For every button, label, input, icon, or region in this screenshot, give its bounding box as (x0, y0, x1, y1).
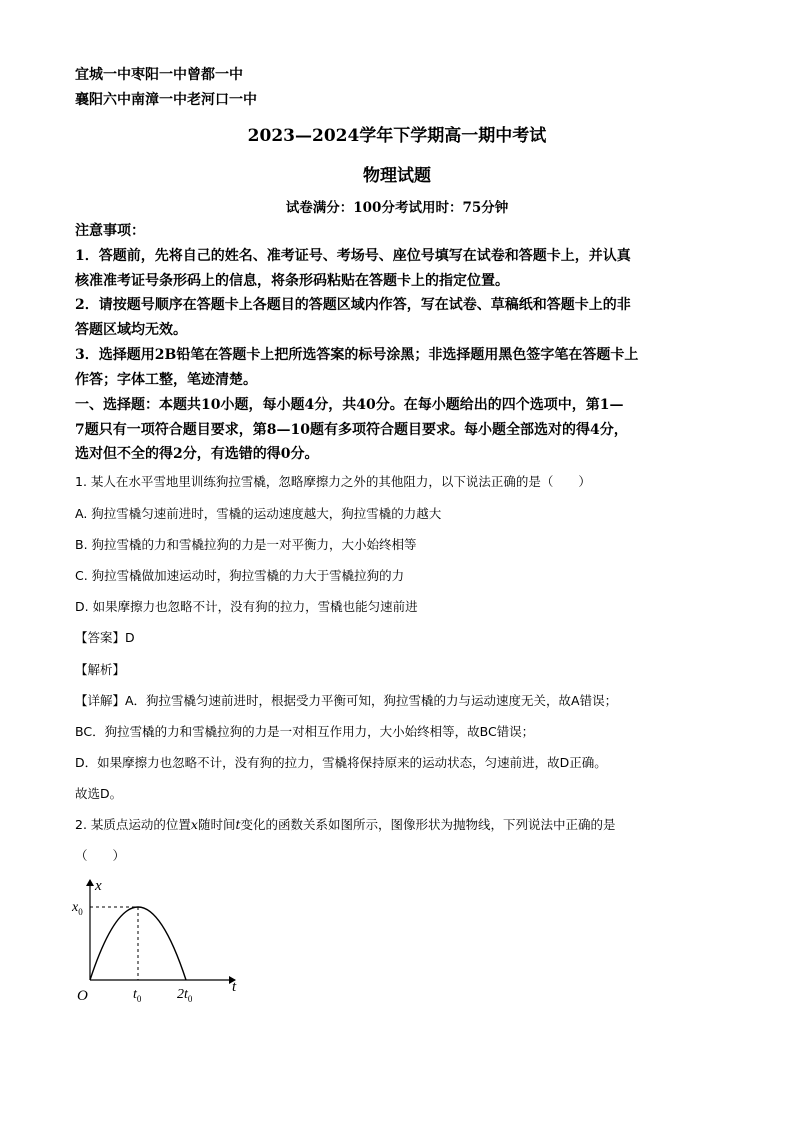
question-2-blank: （ ） (75, 848, 126, 863)
notice-line: 作答；字体工整，笔迹清楚。 (75, 372, 257, 388)
x0-label (71, 900, 83, 917)
t0-label (133, 987, 142, 1004)
question-1-detail: 【详解】A．狗拉雪橇匀速前进时，根据受力平衡可知，狗拉雪橇的力与运动速度无关，故A错误； (75, 693, 618, 708)
section-instructions: 选对但不全的得2分，有选错的得0分。 (75, 446, 319, 462)
subject-title: 物理试题 (363, 166, 431, 186)
notice-line: 2．请按题号顺序在答题卡上各题目的答题区域内作答，写在试卷、草稿纸和答题卡上的非 (75, 297, 631, 313)
school-line-1: 宜城一中枣阳一中曾都一中 (75, 67, 243, 83)
notice-heading: 注意事项： (75, 223, 145, 239)
section-instructions: 7题只有一项符合题目要求，第8—10题有多项符合题目要求。每小题全部选对的得4分， (75, 422, 628, 438)
notice-line: 答题区域均无效。 (75, 322, 187, 338)
section-instructions: 一、选择题：本题共10小题，每小题4分，共40分。在每小题给出的四个选项中，第1— (75, 397, 624, 413)
x-axis-label: t (232, 979, 237, 995)
position-time-graph (70, 870, 250, 1010)
variable-t: t (235, 817, 241, 832)
question-2-stem-part: 随时间 (197, 817, 236, 832)
school-line-2: 襄阳六中南漳一中老河口一中 (75, 92, 257, 108)
question-1-analysis-label: 【解析】 (75, 662, 126, 677)
2t0-label-sub: 0 (187, 994, 193, 1004)
question-1-answer: 【答案】D (75, 630, 135, 645)
x0-label-main: x (72, 900, 79, 915)
t0-label-main: t (133, 987, 137, 1002)
question-1-stem: 1. 某人在水平雪地里训练狗拉雪橇，忽略摩擦力之外的其他阻力，以下说法正确的是（ ） (75, 474, 591, 489)
notice-line: 核准准考证号条形码上的信息，将条形码粘贴在答题卡上的指定位置。 (75, 273, 509, 289)
variable-x: x (190, 817, 198, 832)
notice-line: 1．答题前，先将自己的姓名、准考证号、考场号、座位号填写在试卷和答题卡上，并认真 (75, 248, 631, 264)
t0-label-sub: 0 (136, 994, 142, 1004)
question-2-stem-part: 2. 某质点运动的位置 (75, 817, 191, 832)
notice-line: 3．选择题用2B铅笔在答题卡上把所选答案的标号涂黑；非选择题用黑色签字笔在答题卡上 (75, 347, 639, 363)
2t0-label-main: 2t (177, 987, 188, 1002)
question-1-option-d: D. 如果摩擦力也忽略不计，没有狗的拉力，雪橇也能匀速前进 (75, 599, 418, 614)
exam-info: 试卷满分：100分考试用时：75分钟 (285, 200, 509, 216)
question-1-option-b: B. 狗拉雪橇的力和雪橇拉狗的力是一对平衡力，大小始终相等 (75, 537, 417, 552)
y-axis-label: x (95, 878, 102, 894)
question-1-detail: D．如果摩擦力也忽略不计，没有狗的拉力，雪橇将保持原来的运动状态，匀速前进，故D正确。 (75, 755, 607, 770)
question-1-detail: BC．狗拉雪橇的力和雪橇拉狗的力是一对相互作用力，大小始终相等，故BC错误； (75, 724, 535, 739)
2t0-label (177, 987, 193, 1004)
question-2-stem-part: 变化的函数关系如图所示，图像形状为抛物线，下列说法中正确的是 (240, 817, 616, 832)
question-1-conclusion: 故选D。 (75, 786, 123, 801)
x0-label-sub: 0 (78, 907, 83, 917)
exam-title: 2023—2024学年下学期高一期中考试 (247, 126, 547, 146)
question-2-stem (75, 815, 616, 833)
question-1-option-c: C. 狗拉雪橇做加速运动时，狗拉雪橇的力大于雪橇拉狗的力 (75, 568, 405, 583)
question-1-option-a: A. 狗拉雪橇匀速前进时，雪橇的运动速度越大，狗拉雪橇的力越大 (75, 506, 442, 521)
origin-label: O (77, 988, 88, 1004)
